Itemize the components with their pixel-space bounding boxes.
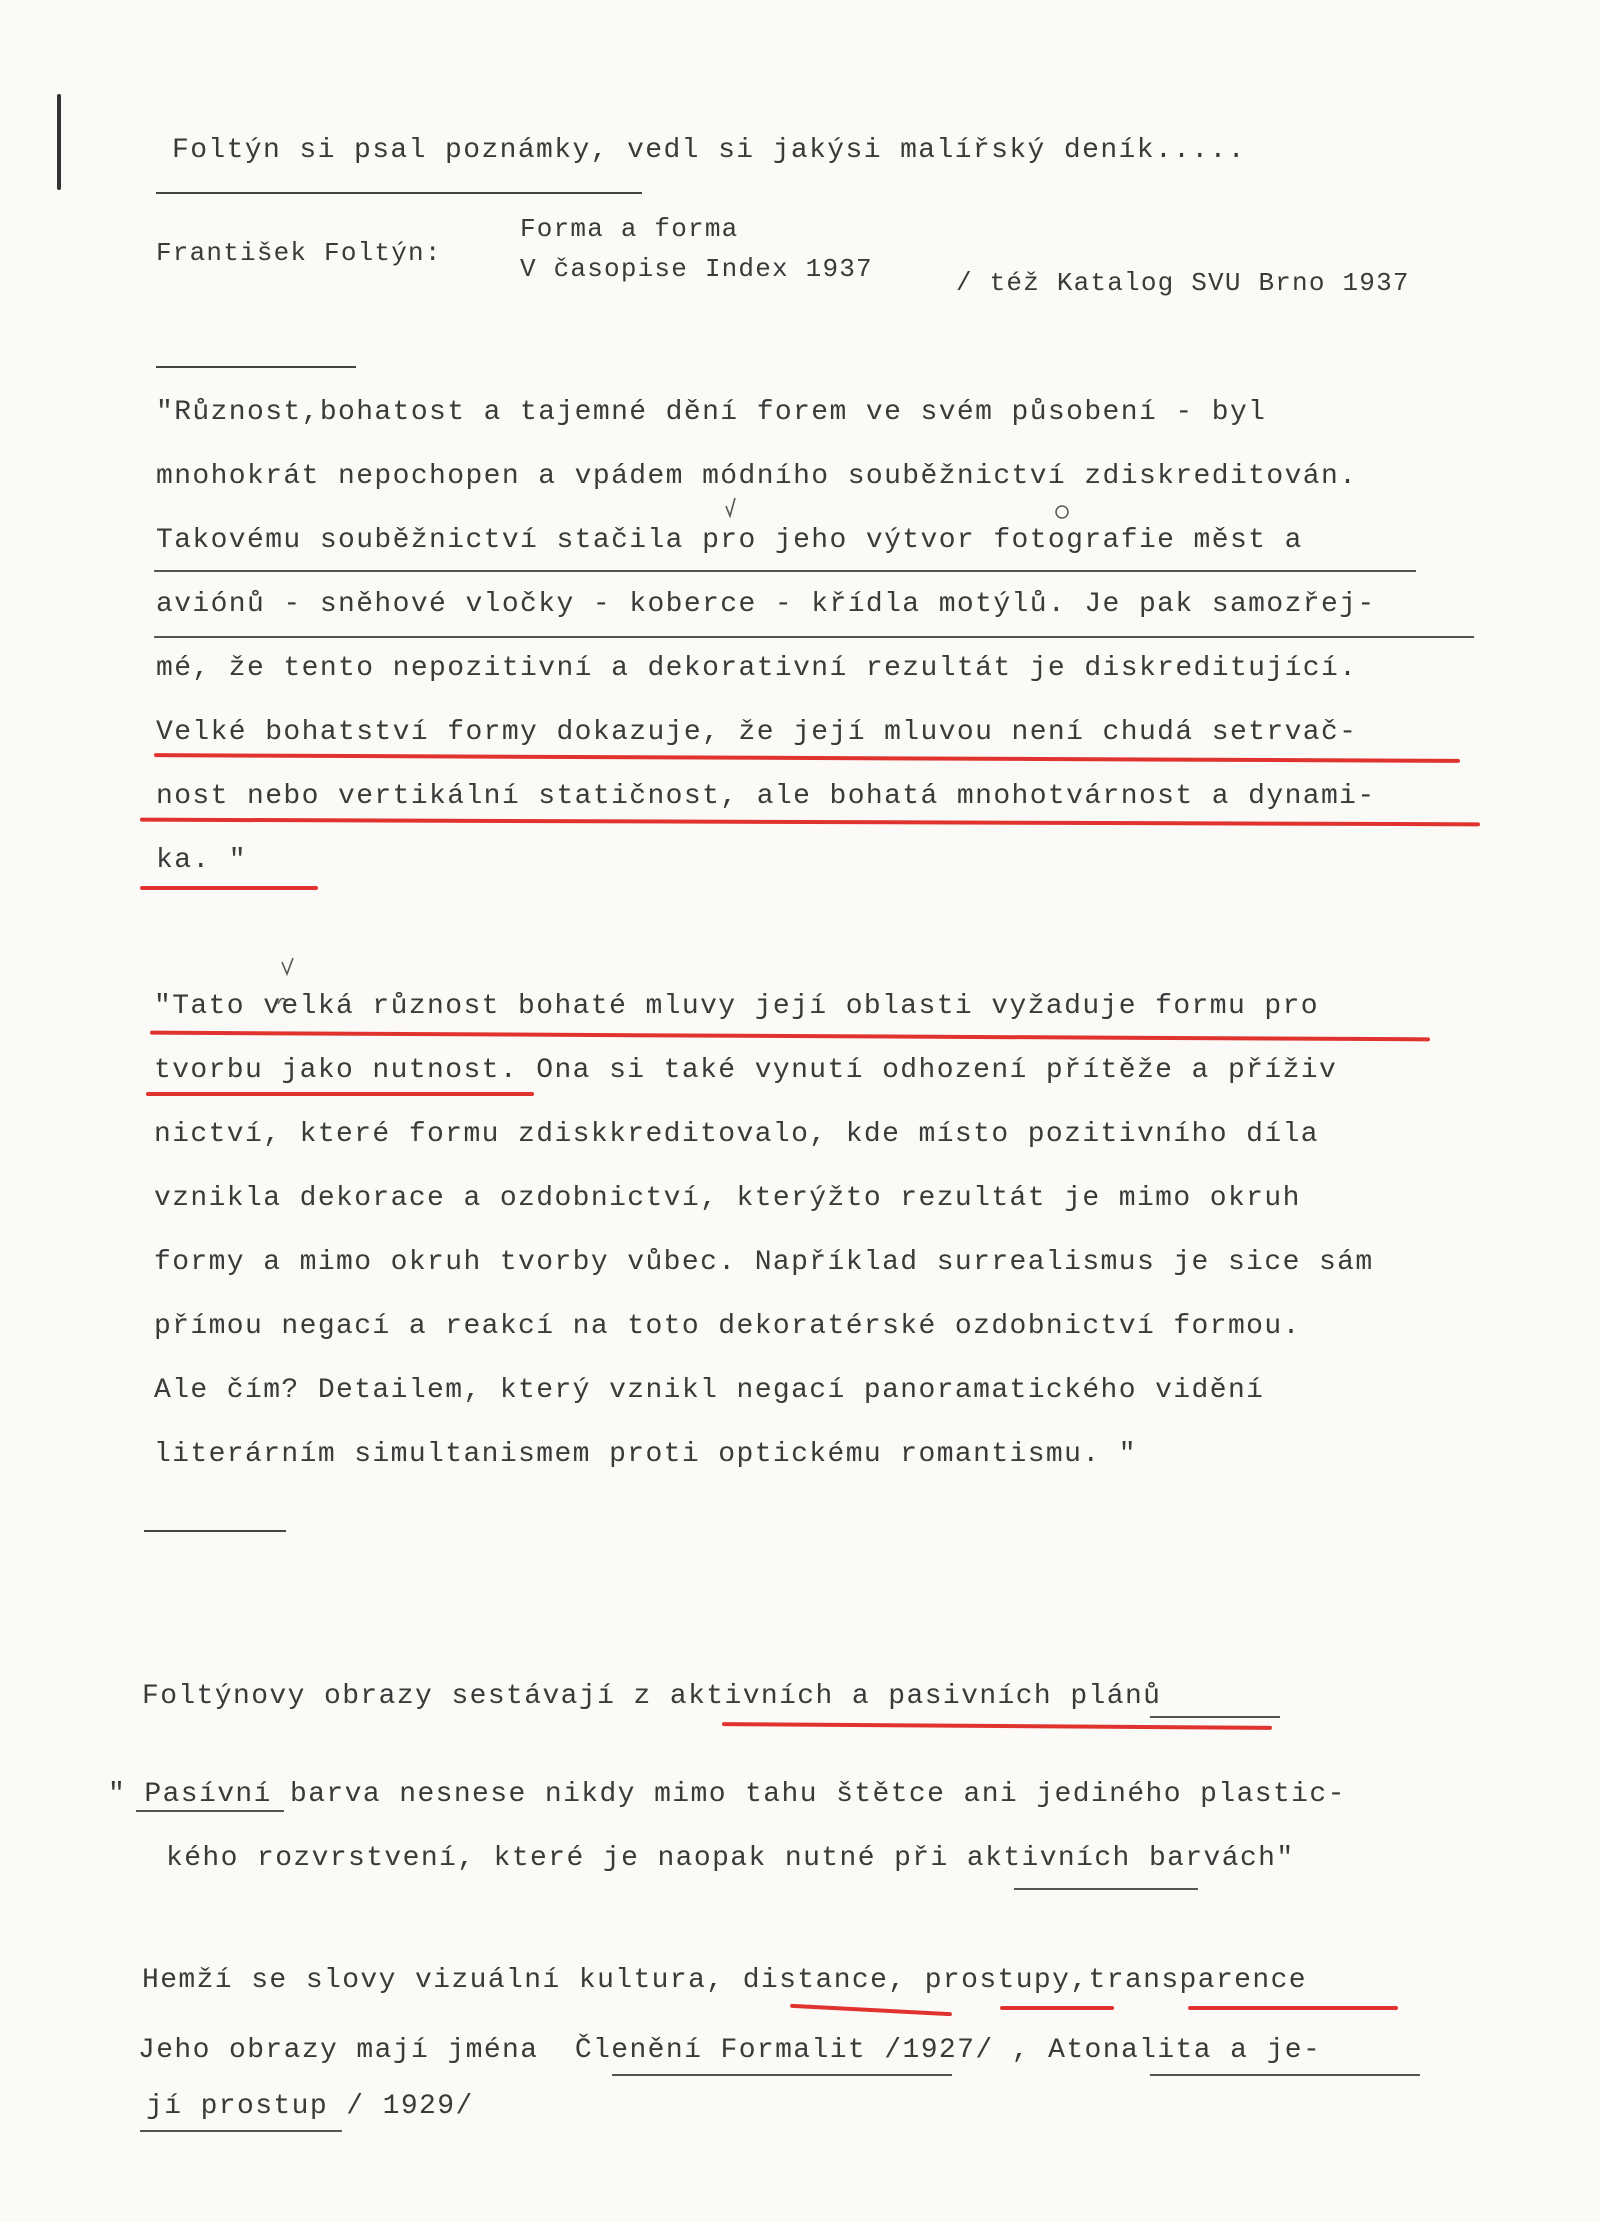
quote2-line: tvorbu jako nutnost. Ona si také vynutí odhození přítěže a příživ <box>154 1055 1338 1086</box>
quote2-line: "Tato velká různost bohaté mluvy její oblasti vyžaduje formu pro <box>154 991 1319 1022</box>
quote1-line: aviónů - sněhové vločky - koberce - křídla motýlů. Je pak samozřej- <box>156 589 1376 620</box>
names-line: jí prostup / 1929/ <box>146 2091 474 2122</box>
quote1-line: Velké bohatství formy dokazuje, že její mluvou není chudá setrvač- <box>156 717 1358 748</box>
quote2-line: vznikla dekorace a ozdobnictví, kterýžto rezultát je mimo okruh <box>154 1183 1301 1214</box>
quote1-line: mé, že tento nepozitivní a dekorativní rezultát je diskreditující. <box>156 653 1358 684</box>
quote2-line: přímou negací a reakcí na toto dekoratérské ozdobnictví formou. <box>154 1311 1301 1342</box>
passive-line: " Pasívní barva nesnese nikdy mimo tahu štětce ani jediného plastic- <box>108 1779 1346 1810</box>
quote1-line: "Různost,bohatost a tajemné dění forem ve svém působení - byl <box>156 397 1267 428</box>
heading: Foltýn si psal poznámky, vedl si jakýsi malířský deník..... <box>172 135 1246 166</box>
quote2-line: Ale čím? Detailem, který vznikl negací panoramatického vidění <box>154 1375 1265 1406</box>
source-publication: V časopise Index 1937 <box>520 254 873 284</box>
words-line: Hemží se slovy vizuální kultura, distance, prostupy,transparence <box>142 1965 1307 1996</box>
quote2-line: literárním simultanismem proti optickému romantismu. " <box>154 1439 1137 1470</box>
quote1-line: ka. " <box>156 845 248 876</box>
quote2-line: nictví, které formu zdiskkreditovalo, kde místo pozitivního díla <box>154 1119 1319 1150</box>
source-title: Forma a forma <box>520 214 739 244</box>
quote1-line: Takovému souběžnictví stačila pro jeho výtvor fotografie měst a <box>156 525 1303 556</box>
passive-line: kého rozvrstvení, které je naopak nutné při aktivních barvách" <box>166 1843 1295 1874</box>
names-line: Jeho obrazy mají jména Členění Formalit /1927/ , Atonalita a je- <box>138 2035 1322 2066</box>
quote1-line: mnohokrát nepochopen a vpádem módního souběžnictví zdiskreditován. <box>156 461 1358 492</box>
planes-line: Foltýnovy obrazy sestávají z aktivních a pasivních plánů <box>142 1681 1162 1712</box>
quote2-line: formy a mimo okruh tvorby vůbec. Například surrealismus je sice sám <box>154 1247 1374 1278</box>
source-also: / též Katalog SVU Brno 1937 <box>956 268 1410 298</box>
source-author: František Foltýn: <box>156 238 442 268</box>
quote1-line: nost nebo vertikální statičnost, ale bohatá mnohotvárnost a dynami- <box>156 781 1376 812</box>
